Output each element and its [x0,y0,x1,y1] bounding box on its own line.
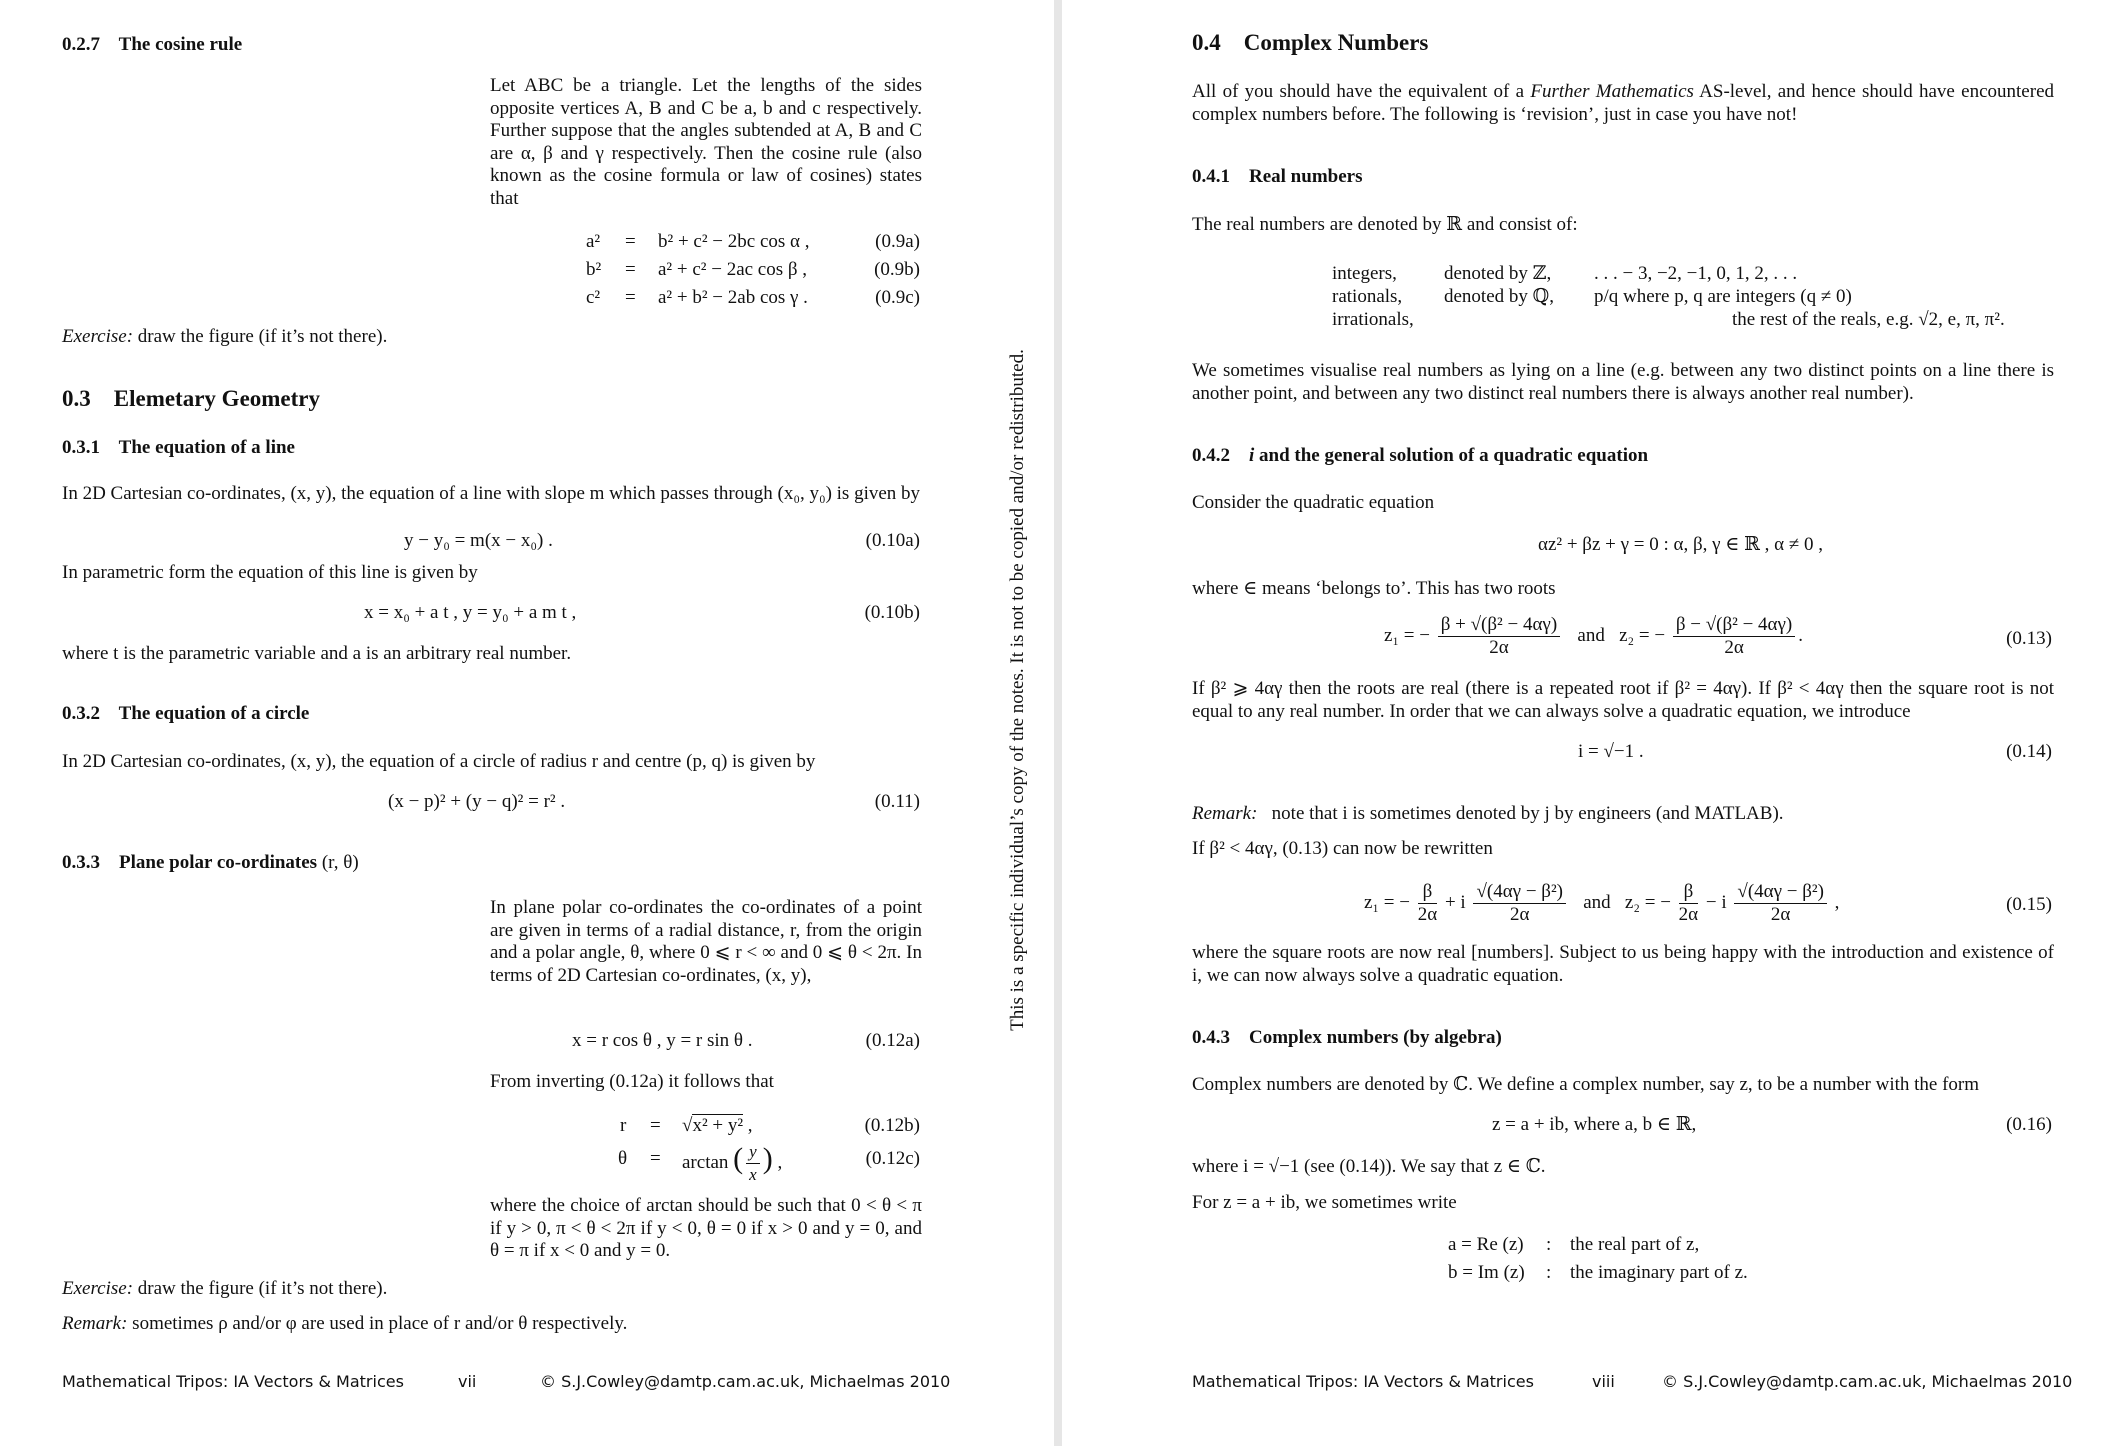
section-0-3-heading [62,386,320,412]
section-0-4-heading [1192,30,1428,56]
section-0-3-1-heading [62,437,295,459]
fraction-numerator: β + √(β² − 4αγ) [1438,614,1560,637]
table-cell-desc: . . . − 3, −2, −1, 0, 1, 2, . . . [1594,263,1798,284]
equation-0-10a: y − y₀ = m(x − x₀) . [404,530,553,551]
copyright-watermark [1004,315,1032,1065]
exercise-label: Exercise: [62,326,134,347]
equation-0-15 [1364,879,1839,927]
section-title: Complex numbers (by algebra) [1249,1027,1502,1048]
arctan-fn: arctan [682,1152,729,1173]
remark-text: note that i is sometimes denoted by j by engineers (and MATLAB). [1271,803,1784,824]
section-number: 0.4 [1192,30,1221,55]
eq-tag: (0.12c) [865,1148,920,1169]
section-number: 0.3 [62,386,91,411]
table-cell-desc: the imaginary part of z. [1570,1262,1748,1283]
radicand: x² + y² [692,1115,744,1136]
intro-paragraph [1192,81,2054,126]
section-number: 0.3.1 [62,437,100,458]
and-word: and [1583,892,1611,913]
section-title-symbol: i [1249,445,1255,466]
eq-lhs: θ [618,1148,628,1169]
plus-i: + i [1444,892,1466,913]
fraction-denominator: 2α [1509,904,1530,926]
section-title: Complex Numbers [1243,30,1429,55]
visualise-paragraph: We sometimes visualise real numbers as lying on a line (e.g. between any two distinct points on a line there is another point, and between any two distinct real numbers there is always another real number). [1192,360,2054,404]
parametric-variable-paragraph: where t is the parametric variable and a is an arbitrary real number. [62,643,572,664]
parametric-paragraph: In parametric form the equation of this line is given by [62,562,478,583]
remark-note [1192,803,1784,825]
for-z-paragraph: For z = a + ib, we sometimes write [1192,1192,1457,1213]
fraction-numerator: y [746,1141,760,1164]
intro-emphasis: Further Mathematics [1530,81,1694,102]
eq-tag: (0.10b) [864,602,920,623]
footer-page-number: viii [1592,1372,1615,1391]
fraction-numerator: β [1679,881,1698,904]
quadratic-paragraph: Consider the quadratic equation [1192,492,1435,513]
fraction-denominator: x [749,1165,757,1185]
table-cell-desc: the rest of the reals, e.g. √2, e, π, π². [1732,309,2005,330]
table-cell-denoted: denoted by ℤ, [1444,263,1552,284]
section-title: and the general solution of a quadratic equation [1259,445,1649,466]
real-number-table [1332,262,2032,334]
real-numbers-paragraph: The real numbers are denoted by ℝ and consist of: [1192,214,1578,235]
exercise-text: draw the figure (if it’s not there). [137,1278,388,1299]
equation-0-10b: x = x₀ + a t , y = y₀ + a m t , [364,602,577,623]
eq-rhs: b² + c² − 2bc cos α , [658,231,810,252]
z1-label: z₁ = − [1364,892,1410,913]
section-0-4-3-heading [1192,1027,1502,1049]
remark-label: Remark: [62,1313,128,1334]
roots-paragraph: If β² ⩾ 4αγ then the roots are real (there is a repeated root if β² = 4αγ). If β² < 4αγ then the square root is not equal to any real number. In order that we can always solve a quadratic equation, we introduce [1192,678,2054,722]
section-title: The equation of a line [118,437,295,458]
section-title: Elemetary Geometry [113,386,321,411]
fraction-numerator: β − √(β² − 4αγ) [1673,614,1795,637]
eq-tag: (0.12b) [864,1115,920,1136]
fraction-denominator: 2α [1489,637,1509,659]
watermark-text: This is a specific individual’s copy of the notes. It is not to be copied and/or redistributed. [1007,349,1028,1031]
footer-page-number: vii [458,1372,477,1391]
footer-copyright: © S.J.Cowley@damtp.cam.ac.uk, Michaelmas 2010 [1662,1372,2073,1391]
where-i-paragraph: where i = √−1 (see (0.14)). We say that z ∈ ℂ. [1192,1156,1546,1177]
inverting-paragraph: From inverting (0.12a) it follows that [490,1071,774,1092]
eq-rel: = [625,259,636,280]
table-cell-lhs: b = Im (z) [1448,1262,1525,1283]
eq-end: , [1834,892,1840,913]
table-cell-denoted: denoted by ℚ, [1444,286,1554,307]
polar-paragraph: In plane polar co-ordinates the co-ordinates of a point are given in terms of a radial distance, r, from the origin and a polar angle, θ, where 0 ⩽ r < ∞ and 0 ⩽ θ < 2π. In terms of 2D Cartesian co-ordinates, (x, y), [490,897,922,986]
section-0-3-2-heading [62,703,309,725]
table-cell-lhs: a = Re (z) [1448,1234,1524,1255]
remark-note [62,1313,627,1335]
section-number: 0.3.2 [62,703,100,724]
eq-tag: (0.9b) [874,259,920,280]
section-title: The cosine rule [118,34,243,55]
eq-rhs: a² + b² − 2ab cos γ . [658,287,808,308]
table-cell-kind: integers, [1332,263,1397,284]
circle-paragraph: In 2D Cartesian co-ordinates, (x, y), the equation of a circle of radius r and centre (p, q) is given by [62,751,816,772]
table-cell-sep: : [1546,1234,1552,1255]
section-title: Real numbers [1249,166,1363,187]
table-cell-desc: the real part of z, [1570,1234,1700,1255]
table-cell-desc: p/q where p, q are integers (q ≠ 0) [1594,286,1852,307]
equation-0-11: (x − p)² + (y − q)² = r² . [388,791,566,812]
eq-tag: (0.12a) [865,1030,920,1051]
section-number: 0.4.2 [1192,445,1230,466]
cosine-rule-paragraph: Let ABC be a triangle. Let the lengths of the sides opposite vertices A, B and C be a, b and c respectively. Further suppose that the angles subtended at A, B and C are α, β and γ respectively. Then the cosine rule (also known as the cosine formula or law of cosines) states that [490,75,922,209]
eq-tag: (0.11) [874,791,920,812]
eq-lhs: b² [586,259,602,280]
eq-rhs: √x² + y² , [682,1115,753,1136]
section-number: 0.4.1 [1192,166,1230,187]
fraction-denominator: 2α [1770,904,1791,926]
section-0-2-7-heading [62,34,242,56]
and-word: and [1577,625,1605,646]
eq-lhs: r [620,1115,627,1136]
eq-rhs: arctan ( $\frac{y}{x}$ ) , [682,1142,783,1185]
eq-rel: = [625,231,636,252]
eq-tag: (0.10a) [865,530,920,551]
z2-label: z₂ = − [1624,892,1671,913]
exercise-note [62,326,387,348]
arctan-paragraph: where the choice of arctan should be such that 0 < θ < π if y > 0, π < θ < 2π if y < 0, θ = 0 if x > 0 and y = 0, and θ = π if x < 0 and y = 0. [490,1195,922,1261]
belongs-paragraph: where ∈ means ‘belongs to’. This has two roots [1192,578,1556,599]
eq-lhs: c² [586,287,601,308]
eq-rel: = [650,1148,661,1169]
equation-0-13: z₁ = − $\frac{\text{β + √(β² − 4αγ)}}{2\alpha}$ and z₂ = − $\frac{\text{β − √(β² − 4αγ)}}{2\alpha}$ . [1384,614,1803,659]
z2-label: z₂ = − [1619,625,1666,646]
section-title: Plane polar co-ordinates [119,852,318,873]
exercise-text: draw the figure (if it’s not there). [137,326,388,347]
intro-text: AS-level, and hence should have encountered complex numbers before. The following is ‘revision’, just in case you have not! [1192,81,2054,125]
left-page [0,0,1054,1446]
equation-0-16: z = a + ib, where a, b ∈ ℝ, [1492,1114,1697,1135]
section-number: 0.4.3 [1192,1027,1230,1048]
table-cell-sep: : [1546,1262,1552,1283]
exercise-label: Exercise: [62,1278,134,1299]
section-number: 0.2.7 [62,34,100,55]
eq-end: , [747,1115,753,1136]
remark-text: sometimes ρ and/or φ are used in place of r and/or θ respectively. [132,1313,628,1334]
fraction-numerator: √(4αγ − β²) [1734,881,1827,904]
section-0-4-2-heading [1192,445,1648,467]
section-title: The equation of a circle [118,703,310,724]
footer-title: Mathematical Tripos: IA Vectors & Matrices [1192,1372,1534,1391]
eq-end: , [777,1152,783,1173]
fraction-denominator: 2α [1724,637,1744,659]
section-number: 0.3.3 [62,852,100,873]
eq-tag: (0.9c) [875,287,920,308]
eq-tag: (0.15) [2006,894,2052,915]
square-roots-paragraph: where the square roots are now real [numbers]. Subject to us being happy with the introduction and existence of i, we can now always solve a quadratic equation. [1192,942,2054,986]
table-cell-kind: irrationals, [1332,309,1414,330]
page-gutter [1054,0,1062,1446]
eq-rel: = [625,287,636,308]
z1-label: z₁ = − [1384,625,1430,646]
intro-text: All of you should have the equivalent of a [1192,81,1525,102]
eq-tag: (0.16) [2006,1114,2052,1135]
fraction-numerator: β [1418,881,1437,904]
eq-rhs: a² + c² − 2ac cos β , [658,259,808,280]
rewrite-paragraph: If β² < 4αγ, (0.13) can now be rewritten [1192,838,1493,859]
section-0-3-3-heading [62,852,359,874]
minus-i: − i [1705,892,1727,913]
equation-0-14: i = √−1 . [1578,741,1644,762]
section-0-4-1-heading [1192,166,1362,188]
remark-label: Remark: [1192,803,1258,824]
table-cell-kind: rationals, [1332,286,1403,307]
footer-title: Mathematical Tripos: IA Vectors & Matrices [62,1372,404,1391]
right-page [1062,0,2114,1446]
fraction-denominator: 2α [1417,904,1438,926]
eq-tag: (0.9a) [875,231,920,252]
re-im-table [1448,1233,1868,1285]
eq-tag: (0.14) [2006,741,2052,762]
fraction-denominator: 2α [1678,904,1699,926]
section-suffix: (r, θ) [321,852,359,873]
eq-tag: (0.13) [2006,628,2052,649]
fraction-numerator: √(4αγ − β²) [1473,881,1566,904]
quadratic-equation: αz² + βz + γ = 0 : α, β, γ ∈ ℝ , α ≠ 0 , [1538,534,1824,555]
equation-0-12a: x = r cos θ , y = r sin θ . [572,1030,753,1051]
footer-copyright: © S.J.Cowley@damtp.cam.ac.uk, Michaelmas 2010 [540,1372,951,1391]
exercise-note [62,1278,387,1300]
eq-rel: = [650,1115,661,1136]
eq-lhs: a² [586,231,601,252]
line-paragraph: In 2D Cartesian co-ordinates, (x, y), the equation of a line with slope m which passes through (x₀, y₀) is given by [62,483,921,504]
complex-paragraph: Complex numbers are denoted by ℂ. We define a complex number, say z, to be a number with the form [1192,1074,1980,1095]
